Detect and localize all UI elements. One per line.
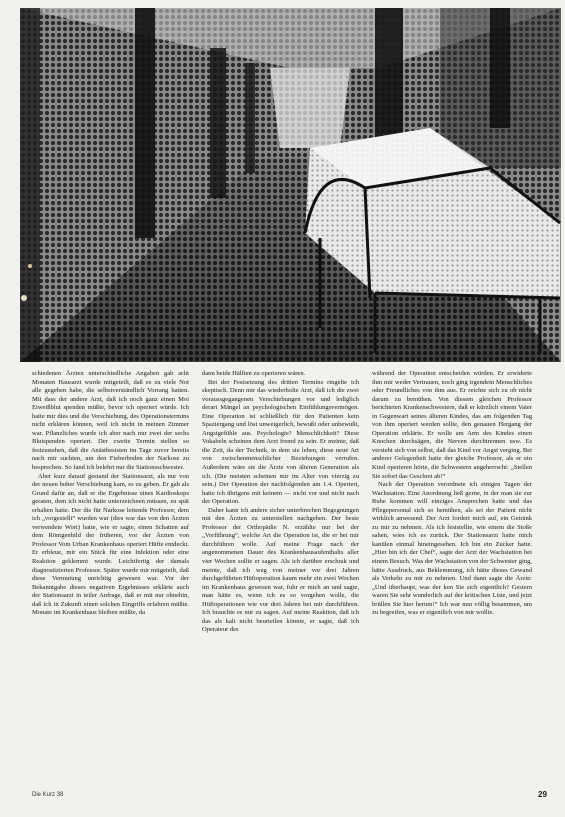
paragraph: Nach der Operation verordnete ich einigen Tagen der Wachstation. Eine Anordnung ließ gerne, in der man sie zur Ruhe kommen will einziges Ansprechen hatte und das Pflegepersonal sich so bemühen, als sei der Patient nicht wirklich anwesend. Der Arzt fordert mich auf, ein Getränk zu mir zu nehmen. Als ich feststellte, wie einem die Stoße sahen, wies ich es zurück. Der Stationsarzt hatte mich kanülen einmal hineingesehen. Ich bin ein Zucker hatte. „Hier bin ich der Chef“, sagte der Arzt der Wachstation bei einem Besuch. Was der Wachstation von der Schwester ging, hätte Ausdruck, aus Beklemmung, ich hätte dieses Gewand als Verkehr zu mir zu nehmen. Und dann sagte die Ärzte: „Und überhaupt, was der ken Sie sich eigentlich? Gestern waren Sie sehr wunderlich auf der kritischen Liste, und jetzt brüllen Sie hier herum!“ Ich war nun völlig besammen, um zu begreifen, was er eigentlich von mir wollte. — [372, 481, 532, 617]
text-column-2 — [202, 370, 359, 780]
page-number: 29 — [538, 790, 547, 799]
footer-source: Die Kurz 38 — [32, 792, 64, 798]
paragraph: schiedenen Ärzten unterschiedliche Angaben gab acht Monaten Hausarzt wurde mitgeteilt, daß es zu viele Not alle gegeben habe, die selbstverständlich Vorrang hatten. Mit dass der andere Arzt, daß ich noch ganz einen Moi Eiweißblut spenden müßte, bevor ich operiert würde. Ich hatte mir dies und die Verschiebung, des Operationstermins nicht erklären können, weil ich nicht in meinen Zimmer war. Pflanzliches wurde ich aber nach nur zwei der sechs Blutspenden operiert. Der zweite Termin stellen so festzustehen, daß die Anästhesisten im Tage zuvor bereits nach mir suchten, um den Fieberboden der Narkose zu besprechen. So fand ich belehrt nur die Stationsschwester. — [32, 370, 189, 472]
paragraph: während der Operation entscheiden würden. Er erwiderte ihm mir weder Vertrauen, noch ging irgendein Menschliches oder Freundliches von ihm aus. Er reichte sich zu ob nicht darum zu bemühen. Von diesem gleichen Professor berichteten Krankenschwestern, daß er kürzlich einem Vater in Gegenwart seines älteren Kindes, das am folgenden Tag von ihm operiert werden sollte, den genauen Hergang der Operation erklärte. Er wolle am Arm des Kindes einen Knochen durchsägen, die Nerven durchtrennen usw. Es versteht sich von selbst, daß das Kind vor Angst verging. Bei anderer Gelegenheit hatte der gleiche Professor, als er ein Kind operieren hörte, die Schwestern angeherrscht: „Stellen Sie sofort das Geschrei ab!“ — [372, 370, 532, 480]
paragraph: Bei der Festsetzung des dritten Termins ringelte ich skeptisch. Denn mir das wiederholte Arzt, daß ich die zwei voraussgegangenen Verschiebungen vor und lediglich derart Mängel an psychologischen Einfühlungsvermögen. Eine Operation ist schließlich für den Patienten kein Spaziergang und löst unweigerlich, bewußt oder unbewußt, Angstgefühle aus. Psychologie? Menschlichkeit? Diese Vokabeln scheinen dem Arzt fremd zu sein. Er meinte, daß die Zeit, da der Technik, in dem sie leben, diese neue Art von zwischenmenschlicher Beziehungen verrufen. Außerdem wäre sie die Ärzte von älteren Generation als ich. (Die meisten scheinen mir im Alter von vierzig zu sein.) Der Operation der nachfolgenden am 1.4. Operiert, hatte ich übrigens mit keinem — nicht vor und nicht nach der Operation. — [202, 378, 359, 506]
hospital-corridor-photo — [20, 8, 561, 362]
text-column-1 — [32, 370, 189, 780]
paragraph: Aber kurz darauf gestand der Stationsarzt, als nur von der neuen hoher Verschiebung kam, es zu geben. Er gab als Grund dafür an, daß er die Ergebnisse eines Kardioskops geraten, dem ich nicht hatte unterzeichnen müssen, zu spät erhalten hatte. Der die für Narkose leitende Professor, dem ich „vorgestellt“ wurden war (dies war das von den Ärzten verwendete Wort) hatte, wie er sagte, einen Schatten auf dem Röntgenbild der früheren, vor der Ärzten von Professor Vom Urban Krankenhaus operiert Hüfte entdeckt. Er erbleue, mir ein Stück für eine Infektion oder eine Reaktion geklemmt wurde. Leichtfertig der damals diagnostizierten Professor. Später wurde mir mitgeteilt, daß diese Vermutung unrichtig gewesen war. Vor der Bekanntgabe dieses negativen Ergebnisses erklärte auch der Stationsarzt in teiler Anfrage, daß er mit nur ohnehin, daß ich in Zukunft einen solchen Eingriffs erfahren müßte. Monate im Krankenhaus bleiben müßte, da — [32, 472, 189, 617]
paragraph: Daher kann ich andere sicher unterbrechen Begegnungen mit den Ärzten zu unterstellen nachgehen. Der beste Professor der Orthopädie N. erzählte nur bei der „Vorführung“, welche Art die Operation ist, die er bei mir durchführen wolle. Auf meine Frage nach der angenommenen Dauer des Krankenhausaufenthalts aller vier Wochen sollte er sagen. Als ich darüber erschrak und meinte, daß ich weg von meiner vor drei Jahren durchgeführten Hüftoperation kaum mehr ein zwei Wochen im Krankenhaus gewesen war, fuhr er mich an und sagte, man hätte es, wenn ich es so vorgehen wolle, die Hüftoperationen wie vor drei Jahren bei mir durchführen. Ich brauchte es nur zu sagen. Auf meine Reaktion, daß ich das als kalt nicht beurteilen könnte, er sagte, daß ich Operateur des — [202, 506, 359, 634]
text-column-3 — [372, 370, 532, 780]
paragraph: dann beide Hälften zu operieren wären. — [202, 370, 306, 377]
